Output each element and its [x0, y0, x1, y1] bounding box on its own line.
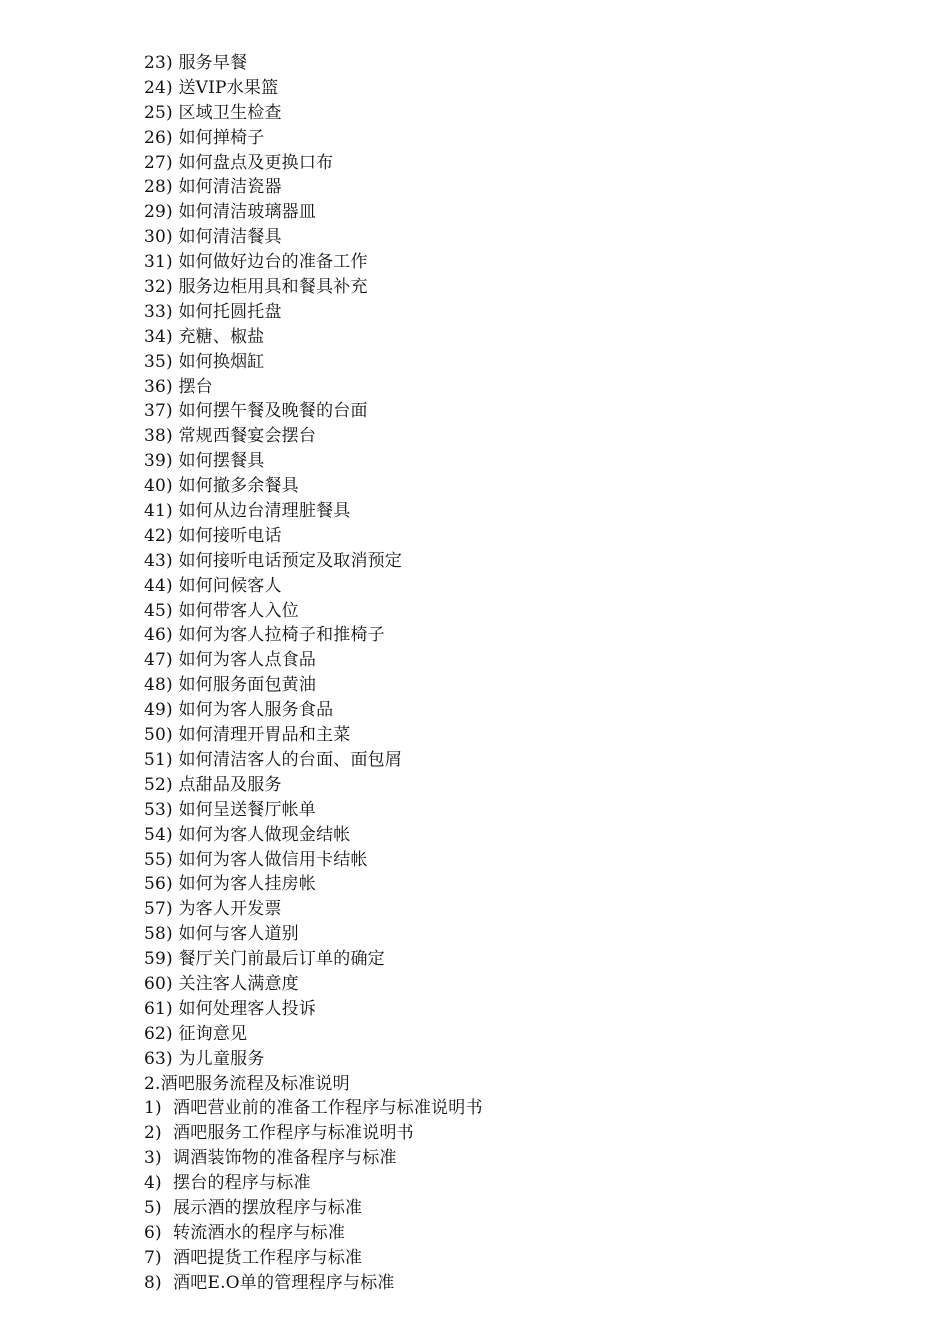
list-item: 34) 充糖、椒盐: [144, 326, 265, 347]
list-item: 39) 如何摆餐具: [144, 451, 265, 472]
list-item: 8) 酒吧E.O单的管理程序与标准: [144, 1272, 395, 1293]
list-item: 40) 如何撤多余餐具: [144, 476, 299, 497]
list-item: 52) 点甜品及服务: [144, 774, 282, 795]
list-item: 53) 如何呈送餐厅帐单: [144, 799, 317, 820]
list-item: 30) 如何清洁餐具: [144, 227, 282, 248]
list-item: 36) 摆台: [144, 376, 213, 397]
list-item: 59) 餐厅关门前最后订单的确定: [144, 949, 385, 970]
procedure-list: [144, 51, 904, 1296]
list-item: 62) 征询意见: [144, 1023, 248, 1044]
list-item: 56) 如何为客人挂房帐: [144, 874, 317, 895]
list-item: 63) 为儿童服务: [144, 1048, 265, 1069]
list-item: 47) 如何为客人点食品: [144, 650, 317, 671]
list-item: 50) 如何清理开胃品和主菜: [144, 725, 351, 746]
list-item: 23) 服务早餐: [144, 53, 248, 73]
list-item: 28) 如何清洁瓷器: [144, 177, 282, 198]
list-item: 51) 如何清洁客人的台面、面包屑: [144, 749, 403, 770]
list-item: 3) 调酒装饰物的准备程序与标准: [144, 1148, 397, 1169]
list-item: 24) 送VIP水果篮: [144, 77, 279, 98]
list-item: 1) 酒吧营业前的准备工作程序与标准说明书: [144, 1098, 483, 1119]
list-item: 38) 常规西餐宴会摆台: [144, 426, 317, 447]
list-item: 54) 如何为客人做现金结帐: [144, 824, 351, 845]
list-item: 55) 如何为客人做信用卡结帐: [144, 849, 368, 870]
list-item: 61) 如何处理客人投诉: [144, 998, 317, 1019]
list-item: 45) 如何带客人入位: [144, 600, 299, 621]
list-item: 25) 区域卫生检查: [144, 102, 282, 123]
list-item: 2.酒吧服务流程及标准说明: [144, 1073, 350, 1094]
list-item: 58) 如何与客人道别: [144, 924, 299, 945]
list-item: 5) 展示酒的摆放程序与标准: [144, 1197, 363, 1218]
list-item: 7) 酒吧提货工作程序与标准: [144, 1247, 363, 1268]
list-item: 48) 如何服务面包黄油: [144, 675, 317, 696]
list-item: 43) 如何接听电话预定及取消预定: [144, 550, 403, 571]
list-item: 46) 如何为客人拉椅子和推椅子: [144, 625, 385, 646]
list-item: 37) 如何摆午餐及晚餐的台面: [144, 401, 368, 422]
list-item: 31) 如何做好边台的准备工作: [144, 252, 368, 273]
list-item: 57) 为客人开发票: [144, 899, 282, 920]
list-item: 6) 转流酒水的程序与标准: [144, 1222, 346, 1243]
list-item: 27) 如何盘点及更换口布: [144, 152, 334, 173]
list-item: 2) 酒吧服务工作程序与标准说明书: [144, 1123, 414, 1144]
list-item: 41) 如何从边台清理脏餐具: [144, 501, 351, 522]
list-item: 29) 如何清洁玻璃器皿: [144, 202, 317, 223]
list-item: 35) 如何换烟缸: [144, 351, 265, 372]
list-item: 33) 如何托圆托盘: [144, 301, 282, 322]
list-item: 26) 如何掸椅子: [144, 127, 265, 148]
list-item: 4) 摆台的程序与标准: [144, 1173, 311, 1194]
list-item: 60) 关注客人满意度: [144, 973, 299, 994]
list-item: 49) 如何为客人服务食品: [144, 700, 334, 721]
list-item: 32) 服务边柜用具和餐具补充: [144, 277, 368, 298]
list-item: 44) 如何问候客人: [144, 575, 282, 596]
list-item: 42) 如何接听电话: [144, 525, 282, 546]
